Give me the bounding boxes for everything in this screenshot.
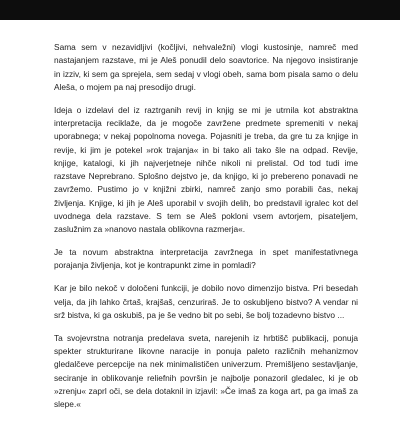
paragraph-2: Ideja o izdelavi del iz raztrganih revij in knjig se mi je utrnila kot abstraktna interpretacija reciklaže, da je mogoče zavržene predmete spremeniti v nekaj uporabnega; v nekaj popolnoma novega. Pojasniti je treba, da gre tu za knjige in revije, ki jim je potekel »rok trajanja« in bi tako ali tako šle na odpad. Revije, knjige, katalogi, ki jih najverjetneje nihče nikoli ni prelistal. Od tod tudi ime razstave Neprebrano. Splošno dejstvo je, da knjigo, ki jo prebereno ponavadi ne zavržemo. Pustimo jo v knjižni zbirki, namreč zanjo smo porabili čas, nekaj življenja. Knjige, ki jih je Aleš uporabil v svojih delih, bo predstavil igralec kot del uvodnega dela razstave. S tem se Aleš pokloni vsem avtorjem, pisateljem, zaslužnim za »nanovo nastala oblikovna razmerja«. [54, 104, 358, 235]
paragraph-3: Je ta novum abstraktna interpretacija zavržnega in spet manifestativnega porajanja življenja, kot je kontrapunkt zime in pomladi? [54, 247, 358, 271]
paragraph-5: Ta svojevrstna notranja predelava sveta, narejenih iz hrbtišč publikacij, ponuja spekter strukturirane likovne naracije in ponuja paleto različnih mehanizmov gledalčeve percepcije na nek minimalističen univerzum. Premišljeno sestavljanje, seciranje in oblikovanje reliefnih površin je najbolje ponazoril gledalec, ki je ob »zrenju« zaprl oči, se dela dotaknil in izjavil: »Če imaš za koga art, pa ga imaš za slepe.« [54, 332, 358, 410]
paragraph-4: Kar je bilo nekoč v določeni funkciji, je dobilo novo dimenzijo bistva. Pri besedah velja, da jih lahko črtaš, krajšaš, cenzuriraš. Je to oskubljeno bistvo? A vendar ni srž bistva, ki ga oskubiš, pa je še vedno bit po sebi, še bolj tozadevno bistvo ... [54, 283, 358, 320]
paragraph-1: Sama sem v nezavidljivi (kočljivi, nehvaležni) vlogi kustosinje, namreč med nastajanjem razstave, mi je Aleš ponudil delo soavtorice. Na njegovo insistiranje in izziv, ki sem ga sprejela, sem sedaj v vlogi obeh, sama bom pisala samo o delu Aleša, o mojem pa naj presodijo drugi. [54, 42, 358, 92]
text-page [54, 41, 358, 421]
top-black-band [0, 0, 400, 20]
